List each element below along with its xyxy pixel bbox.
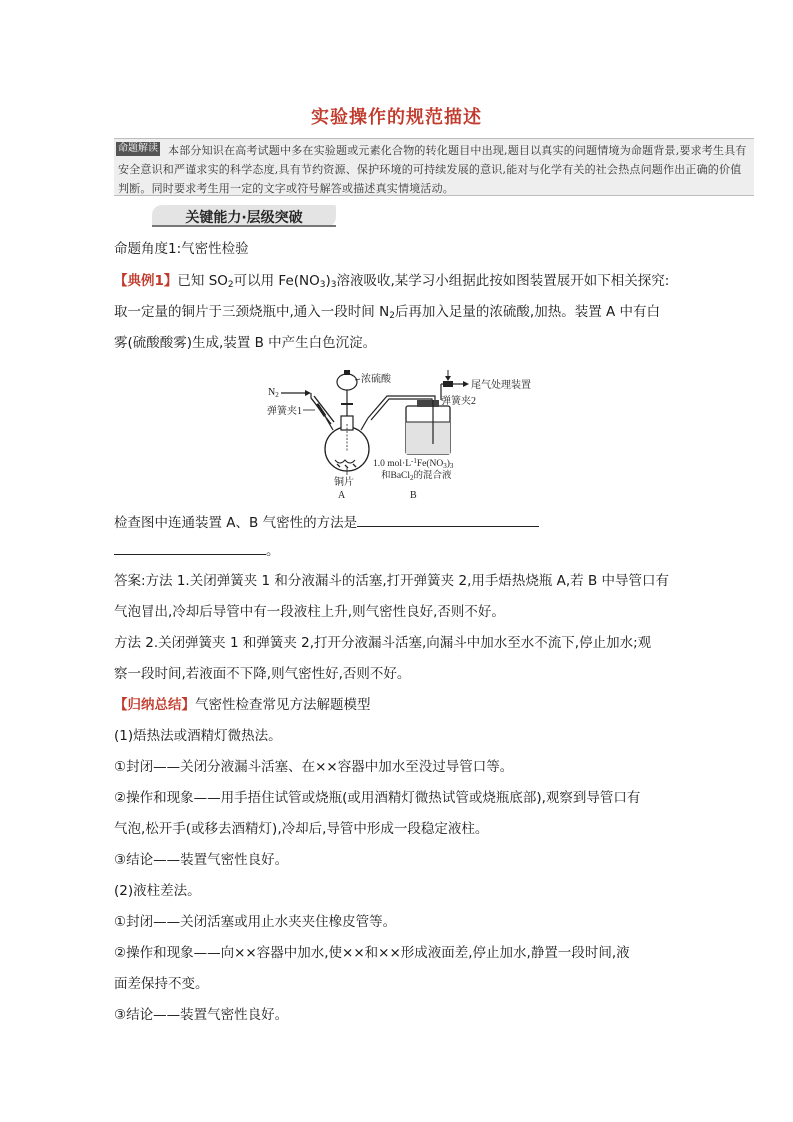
- summary-item: ①封闭——关闭分液漏斗活塞、在××容器中加水至没过导管口等。: [114, 759, 514, 775]
- section-header-label: 关键能力·层级突破: [185, 210, 303, 226]
- answer-method2-line1: 方法 2.关闭弹簧夹 1 和弹簧夹 2,打开分液漏斗活塞,向漏斗中加水至水不流下,停止加水;观: [114, 635, 652, 651]
- answer-blank-1[interactable]: [357, 512, 539, 527]
- answer-blank-2[interactable]: [114, 540, 266, 555]
- answer-method1-line1: 答案:方法 1.关闭弹簧夹 1 和分液漏斗的活塞,打开弹簧夹 2,用手焐热烧瓶 A,若 B 中导管口有: [114, 573, 670, 589]
- summary-item: 气泡,松开手(或移去酒精灯),冷却后,导管中形成一段稳定液柱。: [114, 821, 489, 837]
- summary-label: 【归纳总结】: [114, 697, 195, 713]
- angle-heading: 命题角度1:气密性检验: [114, 241, 249, 257]
- clip1-label: 弹簧夹1: [267, 406, 302, 417]
- example-line-3: 雾(硫酸酸雾)生成,装置 B 中产生白色沉淀。: [114, 335, 377, 351]
- example-line-2: 取一定量的铜片于三颈烧瓶中,通入一段时间 $N_2$后再加入足量的浓硫酸,加热。装置 A 中有白: [114, 304, 661, 321]
- copper-label: 铜片: [334, 477, 354, 488]
- question-line-1: 检查图中连通装置 A、B 气密性的方法是: [114, 512, 539, 533]
- summary-item: ③结论——装置气密性良好。: [114, 1007, 289, 1023]
- intro-box: [114, 138, 754, 196]
- question-line-2: 。: [114, 540, 280, 561]
- apparatus-diagram: [265, 364, 535, 500]
- summary-item: ③结论——装置气密性良好。: [114, 852, 289, 868]
- tail-gas-label: 尾气处理装置: [471, 380, 531, 391]
- clip2-label: 弹簧夹2: [441, 396, 476, 407]
- summary-item: 面差保持不变。: [114, 976, 209, 992]
- summary-item: (1)焐热法或酒精灯微热法。: [114, 728, 282, 744]
- page-title: 实验操作的规范描述: [311, 107, 482, 128]
- summary-heading: 【归纳总结】气密性检查常见方法解题模型: [114, 697, 371, 713]
- summary-item: ②操作和现象——向××容器中加水,使××和××形成液面差,停止加水,静置一段时间,液: [114, 945, 630, 961]
- intro-text: 本部分知识在高考试题中多在实验题或元素化合物的转化题目中出现,题目以真实的问题情境为命题背景,要求考生具有安全意识和严谨求实的科学态度,具有节约资源、保护环境的可持续发展的意识,能对与化学有关的社会热点问题作出正确的价值判断。同时要求考生用一定的文字或符号解答或描述真实情境活动。: [118, 144, 747, 195]
- intro-badge: 命题解读: [118, 143, 158, 154]
- solution-label-line2: 和BaCl$_2$的混合液: [381, 471, 452, 482]
- acid-label: 浓硫酸: [361, 374, 391, 385]
- summary-item: ①封闭——关闭活塞或用止水夹夹住橡皮管等。: [114, 914, 397, 930]
- summary-item: ②操作和现象——用手捂住试管或烧瓶(或用酒精灯微热试管或烧瓶底部),观察到导管口有: [114, 790, 641, 806]
- example-label: 【典例1】: [114, 273, 178, 289]
- example-line-1: 【典例1】已知 $SO_2$可以用 $Fe(NO_3)_3$溶液吸收,某学习小组据此按如图装置展开如下相关探究:: [114, 273, 670, 290]
- summary-item: (2)液柱差法。: [114, 883, 201, 899]
- apparatus-b-label: B: [410, 490, 417, 500]
- apparatus-a-label: A: [338, 490, 346, 500]
- section-header: [152, 205, 336, 227]
- solution-label-line1: 1.0 $mol\cdot L^{-1}Fe(NO_3)_3$: [373, 457, 454, 470]
- answer-method2-line2: 察一段时间,若液面不下降,则气密性好,否则不好。: [114, 666, 411, 682]
- n2-label: $N_2$: [268, 387, 279, 399]
- answer-method1-line2: 气泡冒出,冷却后导管中有一段液柱上升,则气密性良好,否则不好。: [114, 604, 505, 620]
